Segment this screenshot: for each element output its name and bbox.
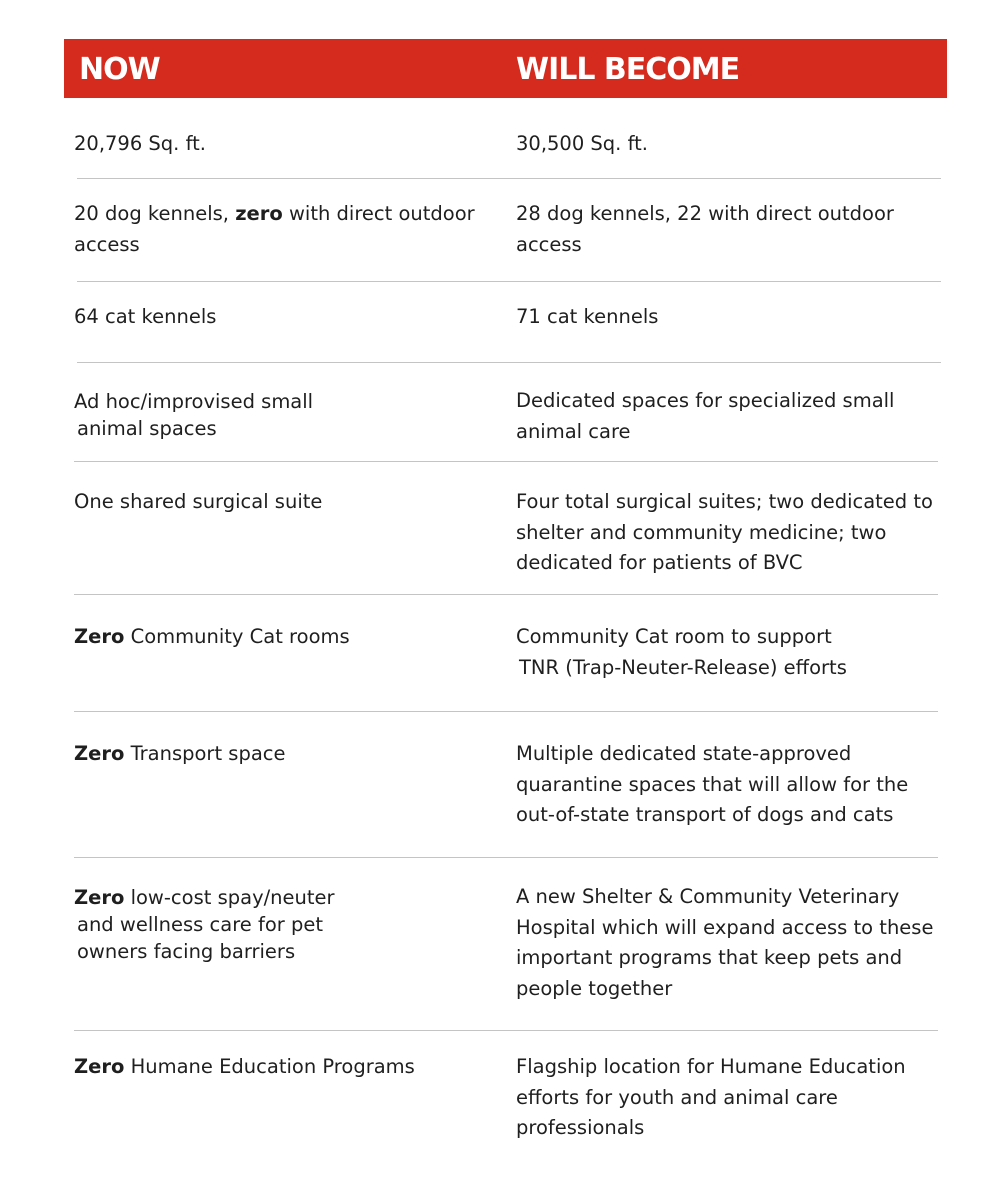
row-9-will: Flagship location for Humane Education efforts for youth and animal care professionals: [516, 1055, 906, 1139]
row-8-will: A new Shelter & Community Veterinary Hospital which will expand access to these important programs that keep pets and people together: [516, 885, 934, 1000]
row-4-now: Ad hoc/improvised small animal spaces: [74, 390, 314, 440]
row-6-now: Zero Community Cat rooms: [74, 625, 350, 648]
row-4-will: Dedicated spaces for specialized small animal care: [516, 389, 895, 443]
row-2-will: 28 dog kennels, 22 with direct outdoor access: [516, 202, 894, 256]
row-divider: [77, 281, 941, 282]
row-divider: [74, 857, 938, 858]
header-will-become: WILL BECOME: [516, 52, 740, 87]
table-header: [64, 39, 947, 98]
row-5-will: Four total surgical suites; two dedicated to shelter and community medicine; two dedicated for patients of BVC: [516, 490, 933, 574]
row-1-now: 20,796 Sq. ft.: [74, 132, 206, 155]
row-divider: [74, 594, 938, 595]
row-divider: [74, 1030, 938, 1031]
row-2-now: 20 dog kennels, zero with direct outdoor access: [74, 202, 475, 256]
row-9-now: Zero Humane Education Programs: [74, 1055, 415, 1078]
row-7-now: Zero Transport space: [74, 742, 286, 765]
row-1-will: 30,500 Sq. ft.: [516, 132, 648, 155]
row-3-now: 64 cat kennels: [74, 305, 217, 328]
row-7-will: Multiple dedicated state-approved quarantine spaces that will allow for the out-of-state transport of dogs and cats: [516, 742, 909, 826]
row-8-now: Zero low-cost spay/neuter and wellness care for pet owners facing barriers: [74, 886, 335, 963]
row-6-will: Community Cat room to support TNR (Trap-Neuter-Release) efforts: [516, 625, 847, 679]
row-divider: [74, 711, 938, 712]
row-divider: [77, 178, 941, 179]
row-3-will: 71 cat kennels: [516, 305, 659, 328]
row-divider: [74, 461, 938, 462]
header-now: NOW: [79, 52, 160, 87]
row-5-now: One shared surgical suite: [74, 490, 323, 513]
row-divider: [77, 362, 941, 363]
